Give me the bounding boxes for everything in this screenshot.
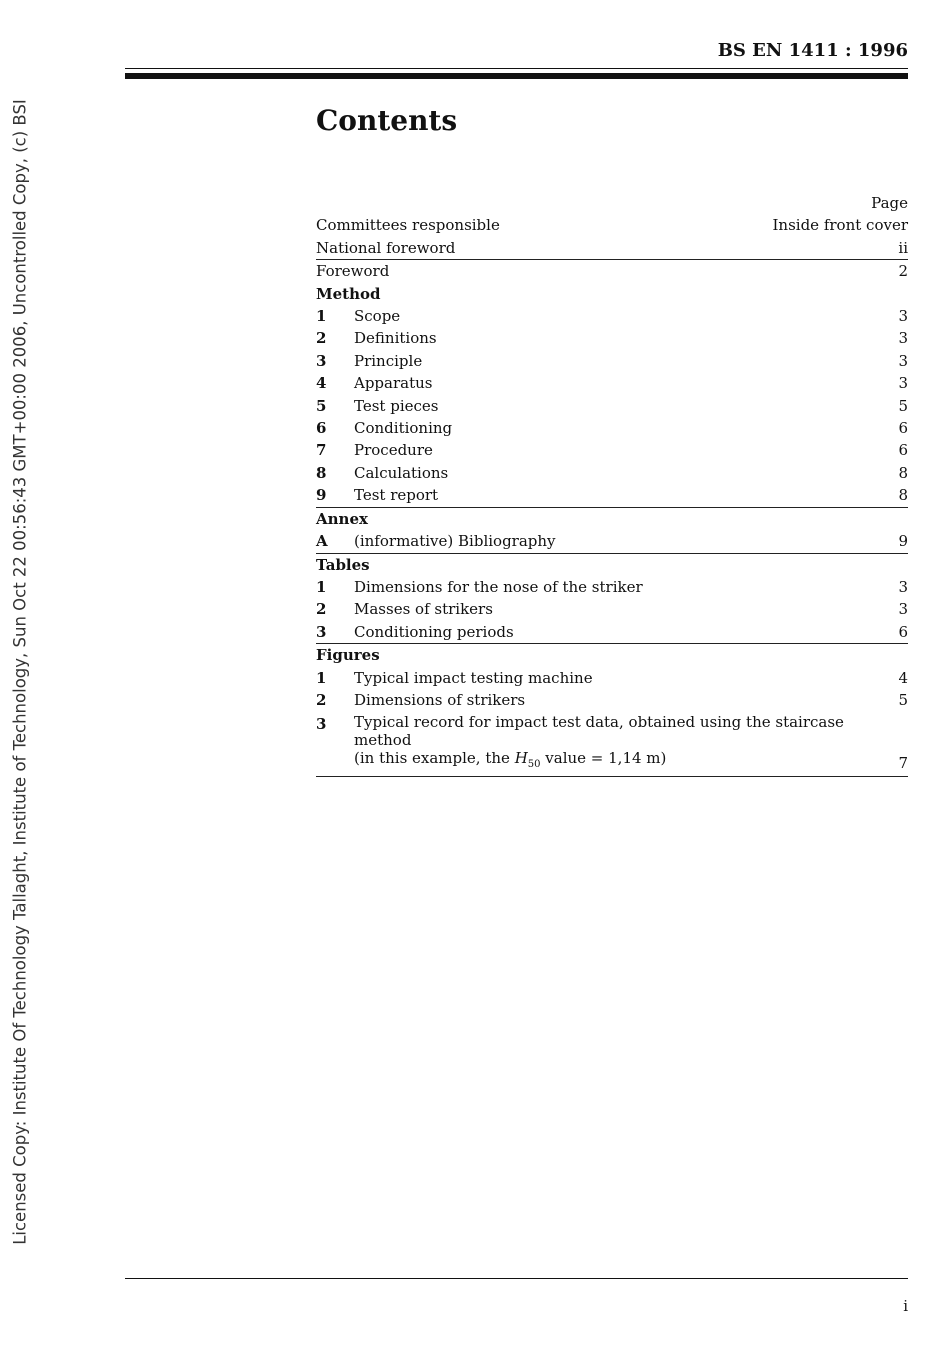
toc-entry-number: 6 (316, 419, 327, 438)
toc-entry-page: 6 (898, 622, 908, 641)
toc-entry-number: 4 (316, 374, 327, 393)
toc-entry-table-2[interactable] (316, 598, 908, 620)
toc-entry-number: 2 (316, 690, 327, 709)
toc-entry-number: 9 (316, 486, 327, 505)
toc-entry-national-foreword[interactable] (316, 237, 908, 260)
toc-entry-table-3[interactable] (316, 621, 908, 644)
toc-entry-method-1[interactable] (316, 305, 908, 327)
toc-entry-page: 3 (898, 351, 908, 370)
header-thick-rule (125, 73, 908, 79)
toc-entry-page: 8 (898, 463, 908, 482)
toc-entry-title: Typical impact testing machine (354, 668, 593, 687)
section-heading-figures (316, 644, 908, 666)
toc-entry-foreword[interactable] (316, 260, 908, 282)
toc-entry-number: A (316, 532, 328, 551)
header-thin-rule (125, 68, 908, 69)
section-heading-annex (316, 508, 908, 530)
toc-entry-title: Scope (354, 307, 401, 326)
toc-entry-page: 3 (898, 329, 908, 348)
toc-entry-title: (informative) Bibliography (354, 532, 556, 551)
toc-entry-method-9[interactable] (316, 484, 908, 507)
toc-entry-page: 9 (898, 532, 908, 551)
toc-entry-method-4[interactable] (316, 372, 908, 394)
toc-entry-page: 2 (898, 262, 908, 281)
toc-entry-method-5[interactable] (316, 395, 908, 417)
document-reference: BS EN 1411 : 1996 (717, 40, 908, 61)
page-column-header (316, 192, 908, 214)
page-column-label: Page (871, 194, 908, 212)
page-number: i (903, 1297, 908, 1315)
toc-entry-method-8[interactable] (316, 462, 908, 484)
toc-entry-method-3[interactable] (316, 350, 908, 372)
section-heading-label: Method (316, 284, 381, 303)
license-watermark: Licensed Copy: Institute Of Technology Tallaght, Institute of Technology, Sun Oct 22 00:56:43 GMT+00:00 2006, Uncontrolled Copy, (c) BSI (10, 99, 30, 1245)
section-heading-label: Figures (316, 646, 380, 665)
toc-entry-page: 5 (898, 396, 908, 415)
toc-entry-title: Definitions (354, 329, 437, 348)
toc-entry-page: 3 (898, 577, 908, 596)
toc-entry-title: Test report (354, 486, 439, 505)
toc-entry-title: Masses of strikers (354, 600, 493, 619)
toc-entry-figure-2[interactable] (316, 689, 908, 711)
toc-entry-number: 7 (316, 441, 327, 460)
toc-entry-number: 1 (316, 668, 327, 687)
toc-entry-committees[interactable] (316, 214, 908, 236)
toc-entry-annex-a[interactable] (316, 530, 908, 553)
section-heading-tables (316, 554, 908, 576)
section-heading-label: Annex (316, 509, 368, 528)
toc-entry-page: 3 (898, 307, 908, 326)
toc-entry-table-1[interactable] (316, 576, 908, 598)
toc-entry-figure-3[interactable] (316, 711, 908, 777)
toc-entry-page: 6 (898, 441, 908, 460)
toc-entry-title-line-1: Typical record for impact test data, obtained using the staircase method (354, 713, 844, 750)
section-heading-method (316, 283, 908, 305)
toc-entry-title: Principle (354, 351, 423, 370)
toc-entry-number: 5 (316, 396, 327, 415)
toc-entry-method-6[interactable] (316, 417, 908, 439)
footer-rule (125, 1278, 908, 1279)
variable-h: H (514, 749, 528, 768)
title-text-post: value = 1,14 m) (540, 749, 667, 768)
toc-entry-title: Test pieces (354, 396, 439, 415)
toc-entry-number: 8 (316, 463, 327, 482)
toc-entry-page: 7 (898, 753, 908, 772)
toc-entry-number: 1 (316, 307, 327, 326)
toc-entry-method-7[interactable] (316, 439, 908, 461)
toc-entry-number: 3 (316, 622, 327, 641)
toc-entry-page: 3 (898, 374, 908, 393)
toc-entry-figure-1[interactable] (316, 667, 908, 689)
toc-entry-title: Dimensions for the nose of the striker (354, 577, 643, 596)
toc-entry-title: National foreword (316, 238, 456, 257)
toc-entry-number: 1 (316, 577, 327, 596)
toc-entry-page: 6 (898, 419, 908, 438)
toc-entry-title-line-2 (354, 749, 890, 774)
toc-entry-page: 3 (898, 600, 908, 619)
toc-entry-number: 2 (316, 600, 327, 619)
toc-entry-title: Conditioning periods (354, 622, 514, 641)
toc-entry-page: ii (898, 238, 908, 257)
section-heading-label: Tables (316, 555, 370, 574)
toc-entry-method-2[interactable] (316, 327, 908, 349)
toc-entry-page: Inside front cover (772, 216, 908, 235)
toc-entry-page: 5 (898, 690, 908, 709)
variable-subscript: 50 (527, 759, 541, 771)
toc-entry-title: Conditioning (354, 419, 453, 438)
page-title: Contents (316, 104, 458, 137)
toc-entry-page: 4 (898, 668, 908, 687)
toc-entry-page: 8 (898, 486, 908, 505)
toc-entry-title (354, 713, 890, 774)
toc-entry-title: Procedure (354, 441, 433, 460)
toc-entry-title: Foreword (316, 262, 390, 281)
toc-entry-title: Committees responsible (316, 216, 500, 235)
toc-entry-title: Dimensions of strikers (354, 690, 526, 709)
toc-entry-number: 2 (316, 329, 327, 348)
toc-entry-number: 3 (316, 351, 327, 370)
table-of-contents (316, 192, 908, 777)
toc-entry-title: Calculations (354, 463, 449, 482)
toc-entry-title: Apparatus (354, 374, 433, 393)
toc-entry-number: 3 (316, 715, 327, 734)
title-text-pre: (in this example, the (354, 749, 515, 768)
